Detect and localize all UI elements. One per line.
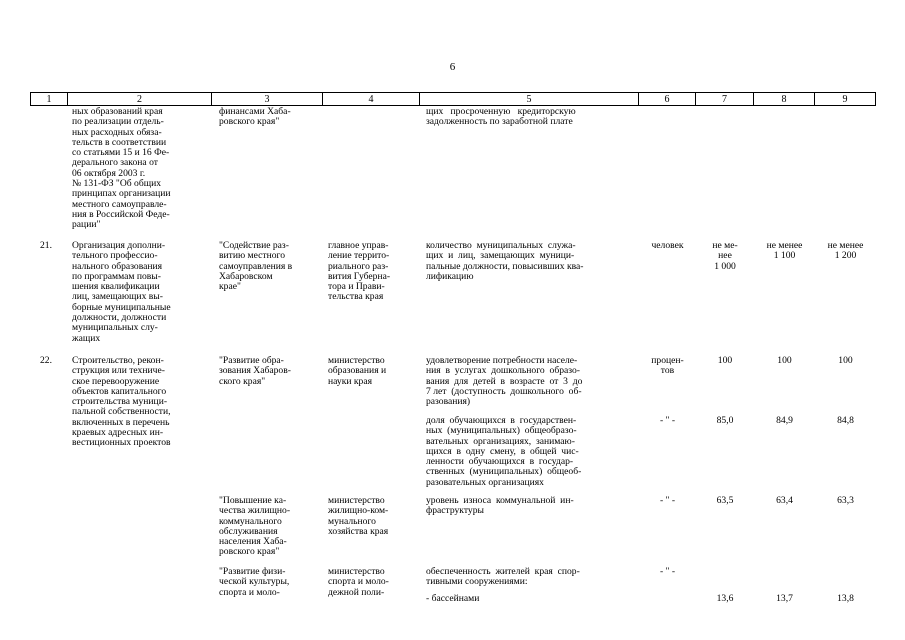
indicator-text: удовлетворение потребности населе- ния в услугах дошкольного образо- вания для детей в возрасте от 3 до 7 лет (доступность дошкольного об- разования) bbox=[426, 355, 583, 408]
program-text: "Повышение ка- чества жилищно- коммунального обслуживания населения Хаба- ровского края" bbox=[219, 495, 291, 558]
cont-program-text: финансами Хаба- ровского края" bbox=[219, 106, 291, 128]
value-col-8: 100 bbox=[777, 355, 792, 366]
header-col-1: 1 bbox=[30, 92, 68, 106]
unit-text: - " - bbox=[659, 566, 676, 577]
indicator-text: количество муниципальных служа- щих и лиц, замещающих муници- пальные должности, повысивших ква- лификацию bbox=[426, 240, 584, 282]
indicator-text: обеспеченность жителей края спор- тивными сооружениями: bbox=[426, 566, 580, 588]
cont-indicator-text: щих просроченную кредиторскую задолженность по заработной плате bbox=[426, 106, 576, 128]
page-number: 6 bbox=[449, 61, 456, 73]
value-col-9: 63,3 bbox=[837, 495, 854, 506]
value-col-9: не менее 1 200 bbox=[827, 240, 864, 262]
value-col-8: не менее 1 100 bbox=[766, 240, 803, 262]
header-col-7: 7 bbox=[696, 92, 754, 106]
program-text: "Содействие раз- витию местного самоуправления в Хабаровском крае" bbox=[219, 240, 293, 293]
unit-text: процен- тов bbox=[651, 355, 684, 377]
executor-text: министерство образования и науки края bbox=[328, 355, 387, 387]
header-col-2: 2 bbox=[68, 92, 212, 106]
value-col-9: 84,8 bbox=[837, 415, 854, 426]
executor-text: министерство жилищно-ком- мунального хозяйства края bbox=[328, 495, 389, 537]
row-number: 21. bbox=[40, 240, 52, 251]
value-col-7: 13,6 bbox=[716, 593, 734, 604]
value-col-9: 100 bbox=[838, 355, 853, 366]
unit-text: - " - bbox=[659, 495, 676, 506]
executor-text: министерство спорта и моло- дежной поли- bbox=[328, 566, 389, 598]
indicator-text: уровень износа коммунальной ин- фраструктуры bbox=[426, 495, 574, 517]
row-number: 22. bbox=[40, 355, 52, 366]
header-col-8: 8 bbox=[754, 92, 815, 106]
value-col-8: 63,4 bbox=[776, 495, 793, 506]
program-text: "Развитие обра- зования Хабаров- ского края" bbox=[219, 355, 291, 387]
value-col-9: 13,8 bbox=[837, 593, 854, 604]
header-col-6: 6 bbox=[639, 92, 696, 106]
event-text: Организация дополни- тельного профессио- нального образования по программам повы- шения квалификации лиц, замещающих вы- борные муниципальные должности, должности муниципальных слу- жащих bbox=[72, 240, 171, 344]
indicator-text: доля обучающихся в государствен- ных (муниципальных) общеобразо- вательных организациях, занимаю- щихся в одну смену, в общей чис- ленности обучающихся в государ- ственных (муниципальных) общеоб- разовательных организациях bbox=[426, 415, 582, 488]
cont-event-text: ных образований края по реализации отдель- ных расходных обяза- тельств в соответствии со статьями 15 и 16 Фе- дерального закона от 06 октября 2003 г. № 131-ФЗ "Об общих принципах организации местного самоуправле- ния в Российской Феде- рации" bbox=[72, 106, 171, 231]
header-col-5: 5 bbox=[420, 92, 639, 106]
value-col-7: 85,0 bbox=[716, 415, 734, 426]
header-col-3: 3 bbox=[212, 92, 323, 106]
value-col-8: 13,7 bbox=[776, 593, 793, 604]
header-col-9: 9 bbox=[815, 92, 876, 106]
event-text: Строительство, рекон- струкция или техниче- ское перевооружение объектов капитального строительства муници- пальной собственности, включенных в перечень краевых адресных ин- вестиционных проектов bbox=[72, 355, 171, 449]
unit-text: человек bbox=[651, 240, 684, 251]
indicator-text: - бассейнами bbox=[426, 593, 480, 604]
value-col-7: не ме- нее 1 000 bbox=[712, 240, 738, 272]
value-col-8: 84,9 bbox=[776, 415, 793, 426]
executor-text: главное управ- ление террито- риального раз- вития Губерна- тора и Прави- тельства края bbox=[328, 240, 391, 303]
value-col-7: 63,5 bbox=[716, 495, 734, 506]
value-col-7: 100 bbox=[717, 355, 733, 366]
header-col-4: 4 bbox=[323, 92, 420, 106]
program-text: "Развитие физи- ческой культуры, спорта и моло- bbox=[219, 566, 290, 598]
unit-text: - " - bbox=[659, 415, 676, 426]
